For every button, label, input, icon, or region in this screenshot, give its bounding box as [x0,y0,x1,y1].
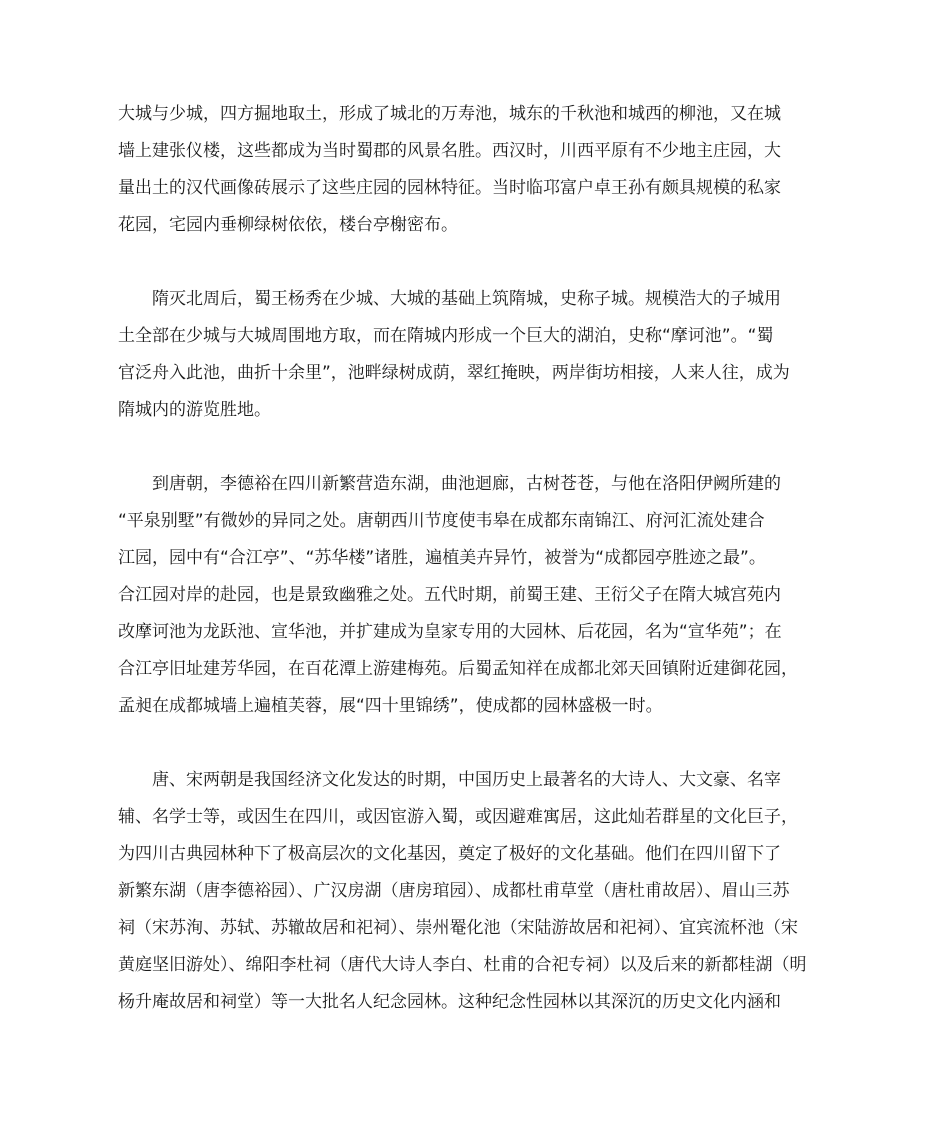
text-line: 土全部在少城与大城周围地方取，而在隋城内形成一个巨大的湖泊，史称“摩诃池”。“蜀 [118,326,774,346]
text-line: 改摩诃池为龙跃池、宣华池，并扩建成为皇家专用的大园林、后花园，名为“宣华苑”；在 [118,622,782,642]
text-line: 为四川古典园林种下了极高层次的文化基因，奠定了极好的文化基础。他们在四川留下了 [118,844,781,864]
text-line: “平泉别墅”有微妙的异同之处。唐朝西川节度使韦皋在成都东南锦江、府河汇流处建合 [118,511,765,531]
text-line: 花园，宅园内垂柳绿树依依，楼台亭榭密布。 [118,215,458,235]
document-page [118,96,830,1021]
paragraph [118,281,830,429]
text-line: 墙上建张仪楼，这些都成为当时蜀郡的风景名胜。西汉时，川西平原有不少地主庄园，大 [118,141,781,161]
text-line: 孟昶在成都城墙上遍植芙蓉，展“四十里锦绣”，使成都的园林盛极一时。 [118,696,663,716]
text-line: 合江园对岸的赴园，也是景致幽雅之处。五代时期，前蜀王建、王衍父子在隋大城宫苑内 [118,585,781,605]
paragraph-spacer [118,244,830,281]
text-line: 新繁东湖（唐李德裕园）、广汉房湖（唐房琯园）、成都杜甫草堂（唐杜甫故居）、眉山三苏 [118,881,790,901]
paragraph [118,96,830,244]
text-line: 大城与少城，四方掘地取土，形成了城北的万寿池，城东的千秋池和城西的柳池，又在城 [118,104,781,124]
text-line: 杨升庵故居和祠堂）等一大批名人纪念园林。这种纪念性园林以其深沉的历史文化内涵和 [118,992,781,1012]
text-line: 祠（宋苏洵、苏轼、苏辙故居和祀祠）、崇州罨化池（宋陆游故居和祀祠）、宜宾流杯池（宋 [118,918,798,938]
paragraph-spacer [118,429,830,466]
text-line: 合江亭旧址建芳华园，在百花潭上游建梅苑。后蜀孟知祥在成都北郊天回镇附近建御花园， [118,659,798,679]
text-line: 隋灭北周后，蜀王杨秀在少城、大城的基础上筑隋城，史称子城。规模浩大的子城用 [118,289,781,309]
text-line: 辅、名学士等，或因生在四川，或因宦游入蜀，或因避难寓居，这此灿若群星的文化巨子， [118,807,798,827]
text-line: 官泛舟入此池，曲折十余里”，池畔绿树成荫，翠红掩映，两岸街坊相接，人来人往，成为 [118,363,790,383]
text-line: 江园，园中有“合江亭”、“苏华楼”诸胜，遍植美卉异竹，被誉为“成都园亭胜迹之最”。 [118,548,766,568]
text-line: 到唐朝，李德裕在四川新繁营造东湖，曲池迴廊，古树苍苍，与他在洛阳伊阙所建的 [118,474,781,494]
paragraph [118,762,830,1021]
text-line: 黄庭坚旧游处）、绵阳李杜祠（唐代大诗人李白、杜甫的合祀专祠）以及后来的新都桂湖（明 [118,955,807,975]
text-line: 量出土的汉代画像砖展示了这些庄园的园林特征。当时临邛富户卓王孙有颇具规模的私家 [118,178,781,198]
paragraph [118,466,830,725]
text-line: 唐、宋两朝是我国经济文化发达的时期，中国历史上最著名的大诗人、大文豪、名宰 [118,770,781,790]
text-line: 隋城内的游览胜地。 [118,400,271,420]
paragraph-spacer [118,725,830,762]
